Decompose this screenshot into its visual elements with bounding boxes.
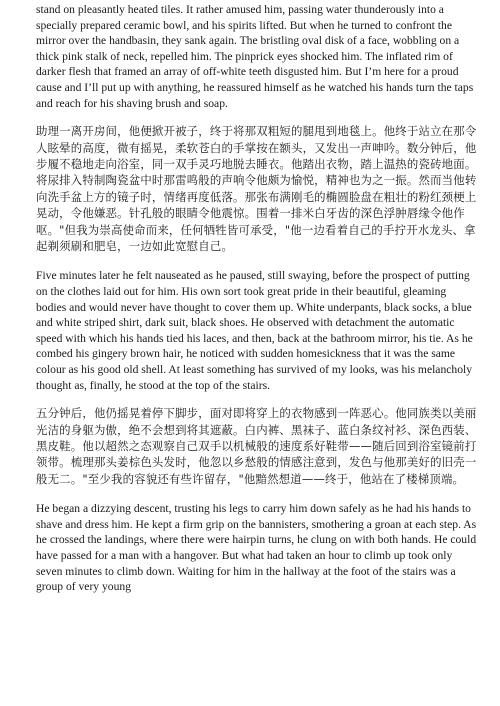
paragraph-english-3: He began a dizzying descent, trusting his legs to carry him down safely as he had his hands to shave and dress him. He kept a firm grip on the bannisters, smothering a groan at each step. As he crossed the landings, where there were hairpin turns, he clung on with both hands. He could have passed for a man with a hangover. But what had taken an hour to climb up took only seven minutes to climb down. Waiting for him in the hallway at the foot of the stairs was a group of very young [36,502,477,594]
paragraph-english-2: Five minutes later he felt nauseated as he paused, still swaying, before the prospect of putting on the clothes laid out for him. His own sort took great pride in their beautiful, gleaming bodies and would never have thought to cover them up. White underpants, black socks, a blue and white striped shirt, dark suit, black shoes. He observed with detachment the automatic speed with which his hands tied his laces, and then, back at the bathroom mirror, his tie. As he combed his gingery brown hair, he noticed with sudden homesickness that it was the same colour as his good old shell. At least something has survived of my looks, was his melancholy thought as, finally, he stood at the top of the stairs. [36,269,473,392]
paragraph-chinese-2: 五分钟后，他仍摇晃着停下脚步，面对即将穿上的衣物感到一阵恶心。他同族类以美丽光洁的身躯为傲，绝不会想到将其遮蔽。白内裤、黑袜子、蓝白条纹衬衫、深色西装、黑皮鞋。他以超然之态观察自己双手以机械般的速度系好鞋带——随后回到浴室镜前打领带。梳理那头姜棕色头发时，他忽以乡愁般的情感注意到，发色与他那美好的旧壳一般无二。"至少我的容貌还有些许留存，"他黯然想道——终于，他站在了楼梯顶端。 [36,406,477,486]
paragraph-english-1: stand on pleasantly heated tiles. It rather amused him, passing water thunderously into a specially prepared ceramic bowl, and his spirits lifted. But when he turned to confront the mirror over the handbasin, they sank again. The bristling oval disk of a face, wobbling on a thick pink stalk of neck, repelled him. The pinprick eyes shocked him. The inflated rim of darker flesh that framed an array of off-white teeth disgusted him. But I’m here for a proud cause and I’ll put up with anything, he reassured himself as he watched his hands turn the taps and reach for his shaving brush and soap. [36,3,474,110]
paragraph-chinese-1: 助理一离开房间，他便掀开被子，终于将那双粗短的腿甩到地毯上。他终于站立在那令人眩晕的高度，微有摇晃，柔软苍白的手掌按在额头，又发出一声呻吟。数分钟后，他步履不稳地走向浴室，同一双手灵巧地脱去睡衣。他踏出衣物，踏上温热的瓷砖地面。将尿排入特制陶瓷盆中时那雷鸣般的声响令他颇为愉悦，精神也为之一振。然而当他转向洗手盆上方的镜子时，情绪再度低落。那张布满刚毛的椭圆脸盘在粗壮的粉红颈梗上晃动，令他嫌恶。针孔般的眼睛令他震惊。围着一排米白牙齿的深色浮肿唇缘令他作呕。"但我为崇高使命而来，任何牺牲皆可承受，"他一边看着自己的手拧开水龙头、拿起剃须刷和肥皂，一边如此宽慰自己。 [36,124,477,253]
